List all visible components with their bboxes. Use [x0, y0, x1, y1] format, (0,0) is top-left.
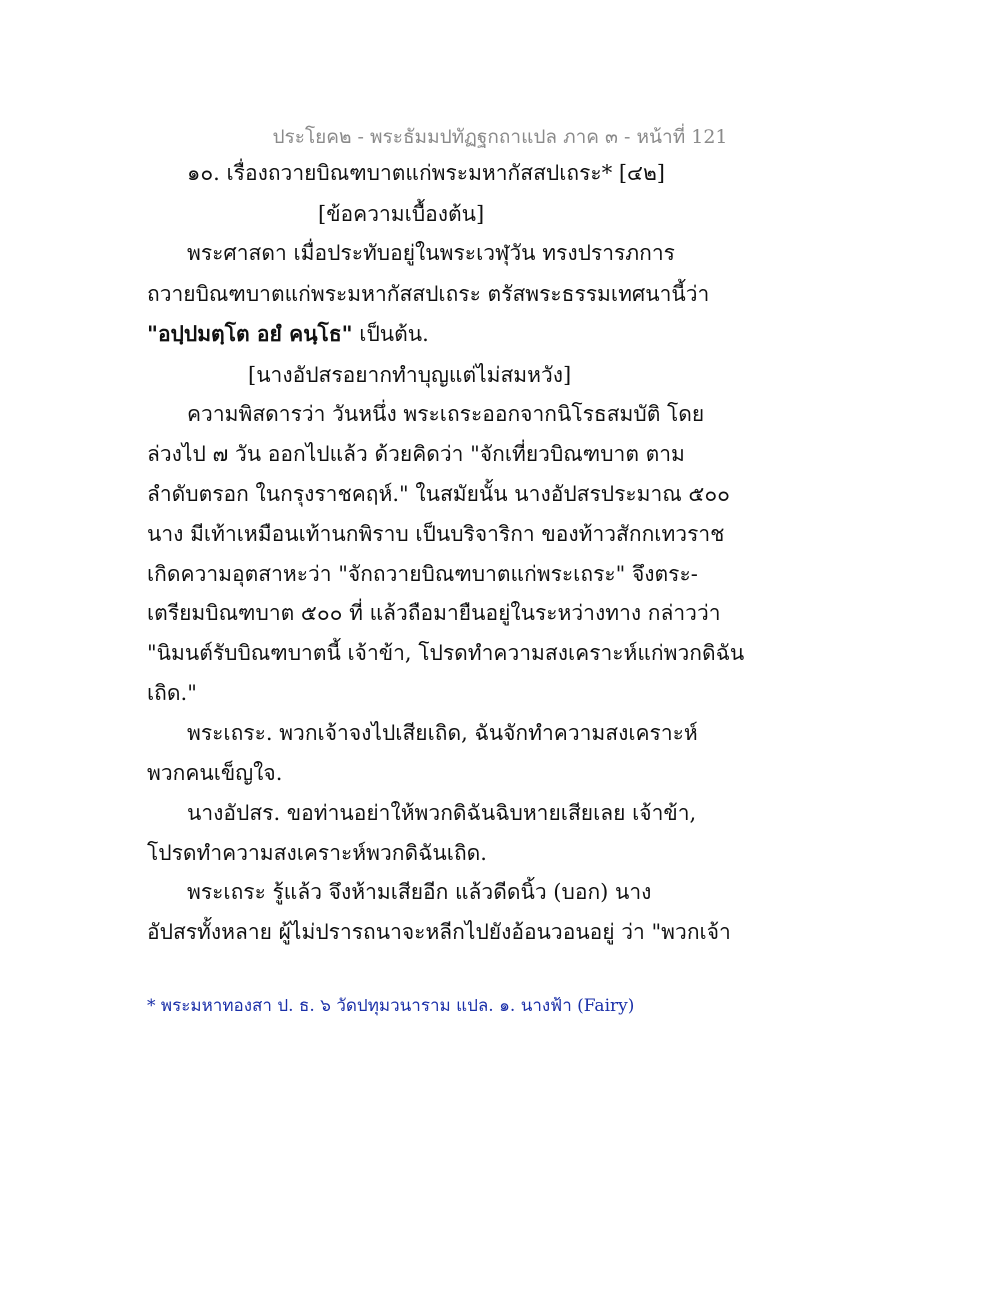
paragraph-line: โปรดทำความสงเคราะห์พวกดิฉันเถิด.	[147, 841, 487, 865]
section-heading-story: [นางอัปสรอยากทำบุญแต่ไม่สมหวัง]	[248, 363, 572, 387]
running-head: ประโยค๒ - พระธัมมปทัฏฐกถาแปล ภาค ๓ - หน้าที่ 121	[272, 126, 728, 148]
pali-verse-quote: "อปฺปมตฺโต อยํ คนฺโธ"	[147, 321, 353, 346]
paragraph-line: พระเถระ รู้แล้ว จึงห้ามเสียอีก แล้วดีดนิ้ว (บอก) นาง	[187, 880, 652, 904]
paragraph-line: พวกคนเข็ญใจ.	[147, 761, 283, 785]
paragraph-text: เป็นต้น.	[352, 322, 429, 346]
paragraph-line: ถวายบิณฑบาตแก่พระมหากัสสปเถระ ตรัสพระธรรมเทศนานี้ว่า	[147, 282, 710, 306]
paragraph-line: นางอัปสร. ขอท่านอย่าให้พวกดิฉันฉิบหายเสียเลย เจ้าข้า,	[187, 801, 697, 825]
paragraph-line: เถิด."	[147, 681, 197, 705]
paragraph-line: พระศาสดา เมื่อประทับอยู่ในพระเวฬุวัน ทรงปรารภการ	[187, 241, 675, 265]
paragraph-line: เตรียมบิณฑบาต ๕๐๐ ที่ แล้วถือมายืนอยู่ในระหว่างทาง กล่าวว่า	[147, 601, 721, 625]
story-title: ๑๐. เรื่องถวายบิณฑบาตแก่พระมหากัสสปเถระ* [๔๒]	[187, 161, 665, 185]
paragraph-line: นาง มีเท้าเหมือนเท้านกพิราบ เป็นบริจาริกา ของท้าวสักกเทวราช	[147, 522, 725, 546]
paragraph-line: เกิดความอุตสาหะว่า "จักถวายบิณฑบาตแก่พระเถระ" จึงตระ-	[147, 562, 698, 586]
paragraph-line: "นิมนต์รับบิณฑบาตนี้ เจ้าข้า, โปรดทำความสงเคราะห์แก่พวกดิฉัน	[147, 641, 745, 665]
paragraph-line: อัปสรทั้งหลาย ผู้ไม่ปรารถนาจะหลีกไปยังอ้อนวอนอยู่ ว่า "พวกเจ้า	[147, 920, 731, 944]
paragraph-line: ลำดับตรอก ในกรุงราชคฤห์." ในสมัยนั้น นางอัปสรประมาณ ๕๐๐	[147, 482, 730, 506]
paragraph-line	[147, 321, 429, 347]
section-heading-intro: [ข้อความเบื้องต้น]	[318, 202, 485, 226]
paragraph-line: ความพิสดารว่า วันหนึ่ง พระเถระออกจากนิโรธสมบัติ โดย	[187, 402, 705, 426]
paragraph-line: พระเถระ. พวกเจ้าจงไปเสียเถิด, ฉันจักทำความสงเคราะห์	[187, 721, 698, 745]
footnote: * พระมหาทองสา ป. ธ. ๖ วัดปทุมวนาราม แปล. ๑. นางฟ้า (Fairy)	[147, 996, 635, 1016]
paragraph-line: ล่วงไป ๗ วัน ออกไปแล้ว ด้วยคิดว่า "จักเที่ยวบิณฑบาต ตาม	[147, 442, 685, 466]
